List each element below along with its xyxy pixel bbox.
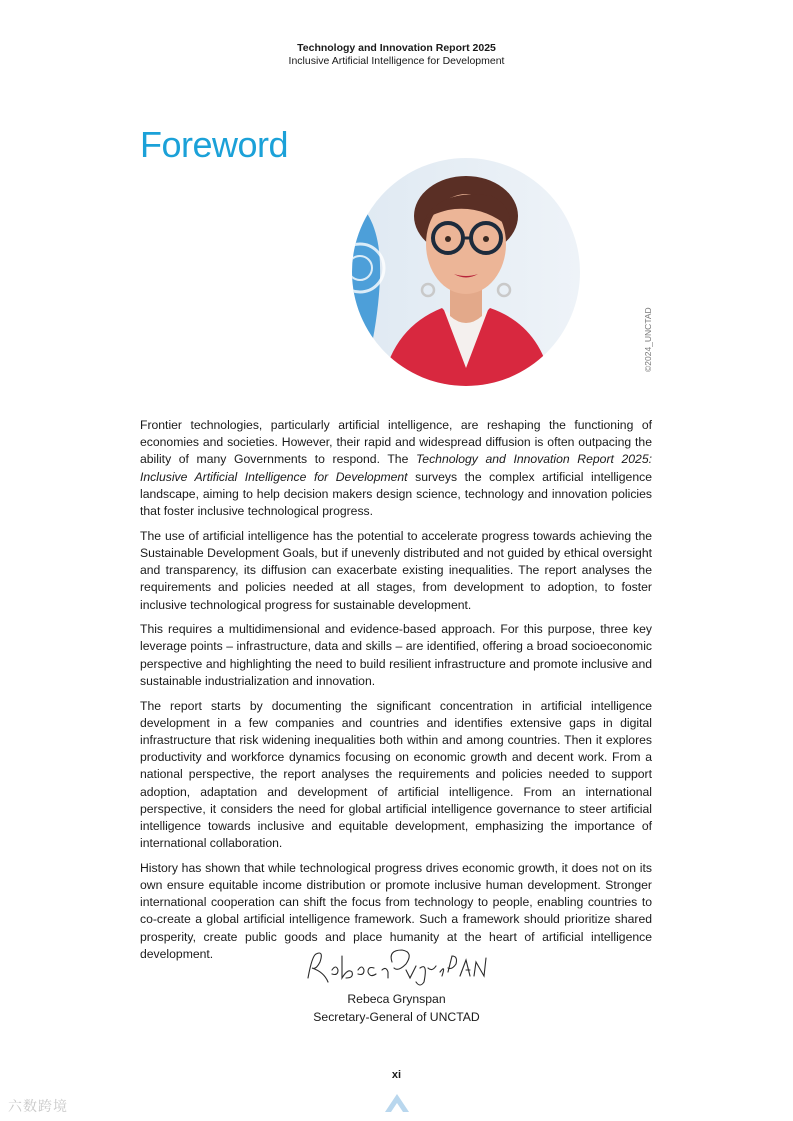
paragraph-1: Frontier technologies, particularly artificial intelligence, are reshaping the functioning of economies and societies. However, their rapid and widespread diffusion is often outpacing the ability of many Governments to respond. The Technology and Innovation Report 2025: Inclusive Artificial Intelligence for Development surveys the complex artificial intelligence landscape, aiming to help decision makers design science, technology and innovation policies that foster inclusive technological progress. xyxy=(140,418,652,519)
foreword-body xyxy=(140,417,652,971)
paragraph-5: History has shown that while technological progress drives economic growth, it does not on its own ensure equitable income distribution or promote inclusive human development. Stronger international cooperation can shift the focus from technology to people, enabling countries to co-create a global artificial intelligence framework. Such a framework should prioritize shared prosperity, create public goods and place humanity at the heart of artificial intelligence development. xyxy=(140,860,652,961)
page-title: Foreword xyxy=(140,124,289,165)
portrait-illustration xyxy=(352,158,580,386)
paragraph-3: This requires a multidimensional and evidence-based approach. For this purpose, three key leverage points – infrastructure, data and skills – are identified, offering a broad socioeconomic perspective and highlighting the need to build resilient infrastructure and promote inclusive and sustainable industrialization and innovation. xyxy=(140,622,652,688)
handwritten-signature xyxy=(302,942,494,990)
watermark-logo: 六数跨境 xyxy=(8,1098,68,1114)
report-title: Technology and Innovation Report 2025 xyxy=(297,42,496,54)
report-subtitle: Inclusive Artificial Intelligence for Development xyxy=(288,55,505,67)
signatory-role: Secretary-General of UNCTAD xyxy=(313,1010,480,1024)
portrait-photo xyxy=(352,158,580,386)
paragraph-2: The use of artificial intelligence has the potential to accelerate progress towards achieving the Sustainable Development Goals, but if unevenly distributed and not guided by ethical oversight and transparency, its diffusion can exacerbate existing inequalities. The report analyses the requirements and policies needed at all stages, from development to adoption, to foster inclusive technological progress for sustainable development. xyxy=(140,528,652,612)
scroll-up-icon[interactable] xyxy=(383,1088,411,1116)
page-number: xi xyxy=(391,1069,402,1081)
photo-credit: ©2024_UNCTAD xyxy=(643,307,653,372)
running-header xyxy=(0,42,793,68)
signatory-name: Rebeca Grynspan xyxy=(347,992,446,1006)
paragraph-4: The report starts by documenting the significant concentration in artificial intelligence development in a few companies and countries and identifies extensive gaps in digital infrastructure that risk widening inequalities both within and among countries. Then it explores productivity and workforce dynamics focusing on economic growth and decent work. From a national perspective, the report analyses the requirements and policies needed to support adoption, adaptation and development of artificial intelligence. From an international perspective, it considers the need for global artificial intelligence governance to steer artificial intelligence towards inclusive and equitable development, emphasizing the importance of international collaboration. xyxy=(140,698,652,851)
report-title-italic: Technology and Innovation Report 2025: Inclusive Artificial Intelligence for Development xyxy=(140,452,652,484)
signatory xyxy=(0,990,793,1026)
